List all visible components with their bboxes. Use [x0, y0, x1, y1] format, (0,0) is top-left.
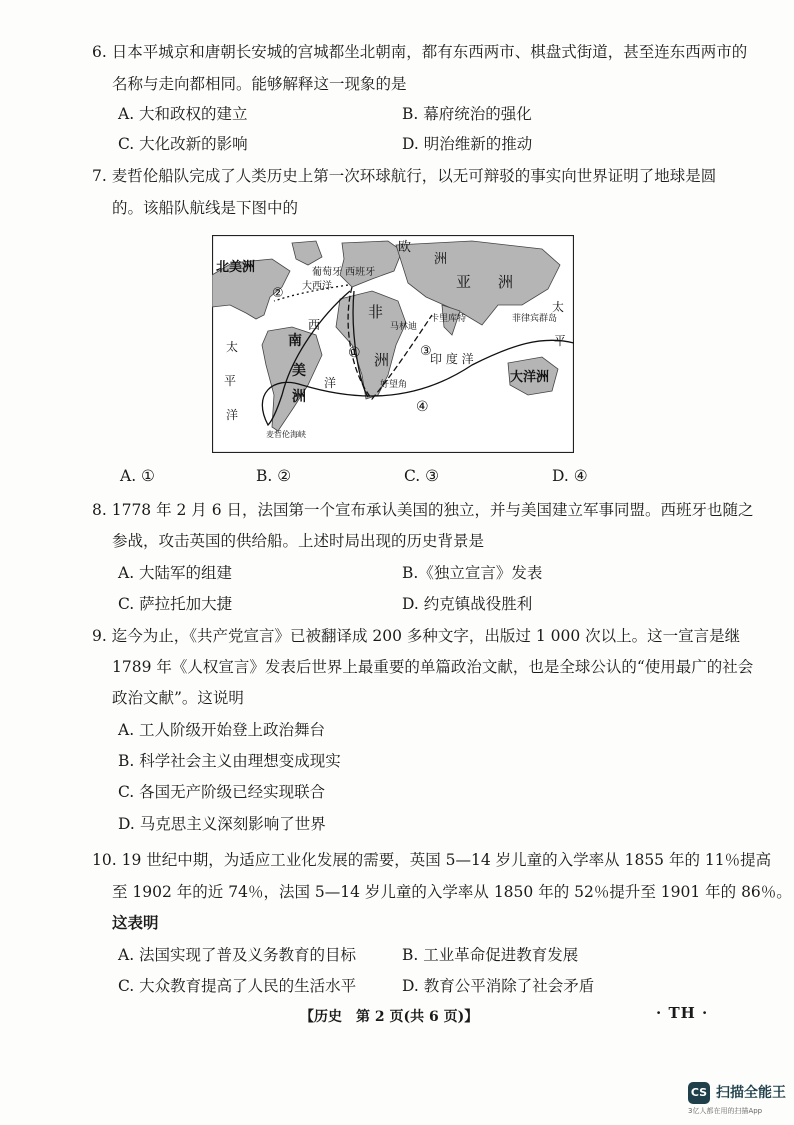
label-africa: 非 [368, 303, 384, 321]
paper-code: · TH · [656, 1004, 709, 1022]
label-south-america3: 洲 [292, 389, 306, 405]
label-philippines: 菲律宾群岛 [512, 314, 558, 324]
q9-option-b: B. 科学社会主义由理想变成现实 [118, 752, 341, 770]
q10-option-c: C. 大众教育提高了人民的生活水平 [118, 977, 357, 995]
label-calicut: 卡里库特 [430, 314, 467, 324]
label-route-4: ④ [416, 399, 429, 415]
label-south-america: 南 [288, 333, 302, 349]
q9-stem-line1: 9. 迄今为止，《共产党宣言》已被翻译成 200 多种文字，出版过 1 000 次以上。这一宣言是继 [92, 627, 741, 645]
q7-option-c: C. ③ [404, 467, 440, 485]
label-pacific-r-ping: 平 [554, 334, 567, 348]
label-asia2: 洲 [498, 273, 514, 291]
camscanner-slogan: 3亿人都在用的扫描App [688, 1107, 763, 1115]
q9-stem-line3: 政治文献”。这说明 [112, 689, 244, 707]
q10-stem-line3: 这表明 [112, 913, 159, 932]
q8-stem-line1: 8. 1778 年 2 月 6 日，法国第一个宣布承认美国的独立，并与美国建立军事同盟。西班牙也随之 [92, 501, 754, 519]
label-route-1: ① [348, 345, 361, 361]
label-asia: 亚 [456, 273, 472, 291]
label-indian-ocean: 印 度 洋 [430, 352, 474, 366]
q7-option-b: B. ② [256, 467, 292, 485]
q7-option-d: D. ④ [552, 467, 588, 485]
label-route-3: ③ [420, 344, 432, 359]
camscanner-logo-icon: CS [688, 1082, 710, 1104]
label-malindi: 马林迪 [390, 322, 418, 332]
label-europe2: 洲 [434, 252, 448, 267]
q8-option-b: B.《独立宣言》发表 [402, 564, 543, 582]
label-north-america: 北美洲 [216, 260, 256, 275]
q7-option-a: A. ① [120, 467, 155, 485]
label-oceania: 大洋洲 [510, 370, 550, 385]
q8-stem-line2: 参战，攻击英国的供给船。上述时局出现的历史背景是 [112, 532, 485, 550]
q10-option-a: A. 法国实现了普及义务教育的目标 [118, 946, 357, 964]
q7-stem-line1: 7. 麦哲伦船队完成了人类历史上第一次环球航行，以无可辩驳的事实向世界证明了地球是圆 [92, 167, 717, 185]
q9-option-c: C. 各国无产阶级已经实现联合 [118, 783, 326, 801]
label-pacific-ping: 平 [224, 374, 237, 388]
page-footer: 【历史 第 2 页(共 6 页)】 [300, 1009, 479, 1025]
q6-option-c: C. 大化改新的影响 [118, 135, 248, 153]
label-atlantic-w: 西 [308, 318, 321, 332]
label-pacific-yang: 洋 [226, 408, 239, 422]
q9-option-a: A. 工人阶级开始登上政治舞台 [118, 721, 326, 739]
label-pacific-tai: 太 [226, 340, 239, 354]
q6-option-b: B. 幕府统治的强化 [402, 105, 532, 123]
label-south-america2: 美 [292, 363, 306, 379]
label-magellan-strait: 麦哲伦海峡 [266, 430, 306, 439]
label-pacific-r-tai: 太 [552, 300, 565, 314]
q7-stem-line2: 的。该船队航线是下图中的 [112, 199, 299, 217]
q9-stem-line2: 1789 年《人权宣言》发表后世界上最重要的单篇政治文献，也是全球公认的“使用最广的社会 [112, 658, 754, 676]
q6-stem-line1: 6. 日本平城京和唐朝长安城的宫城都坐北朝南，都有东西两市、棋盘式街道，甚至连东西两市的 [92, 43, 748, 61]
camscanner-name: 扫描全能王 [716, 1085, 786, 1101]
q10-stem-line1: 10. 19 世纪中期，为适应工业化发展的需要，英国 5—14 岁儿童的入学率从 1855 年的 11％提高 [92, 851, 772, 869]
label-portugal-spain: 葡萄牙 西班牙 [312, 267, 376, 278]
label-africa2: 洲 [374, 351, 390, 369]
q6-option-a: A. 大和政权的建立 [118, 105, 248, 123]
label-europe: 欧 [398, 240, 412, 255]
q8-option-d: D. 约克镇战役胜利 [402, 595, 533, 613]
label-route-2: ② [272, 286, 284, 301]
q6-stem-line2: 名称与走向都相同。能够解释这一现象的是 [112, 75, 407, 93]
q8-option-c: C. 萨拉托加大捷 [118, 595, 233, 613]
label-atlantic-y: 洋 [324, 376, 337, 390]
q10-option-b: B. 工业革命促进教育发展 [402, 946, 579, 964]
q6-option-d: D. 明治维新的推动 [402, 135, 533, 153]
magellan-route-map [212, 235, 574, 453]
label-atlantic: 大西洋 [302, 281, 332, 292]
q10-stem-line2: 至 1902 年的近 74％，法国 5—14 岁儿童的入学率从 1850 年的 52％提升至 1901 年的 86％。 [112, 883, 792, 901]
q10-option-d: D. 教育公平消除了社会矛盾 [402, 977, 595, 995]
q9-option-d: D. 马克思主义深刻影响了世界 [118, 815, 326, 833]
q8-option-a: A. 大陆军的组建 [118, 564, 233, 582]
label-cape: 好望角 [380, 380, 408, 390]
